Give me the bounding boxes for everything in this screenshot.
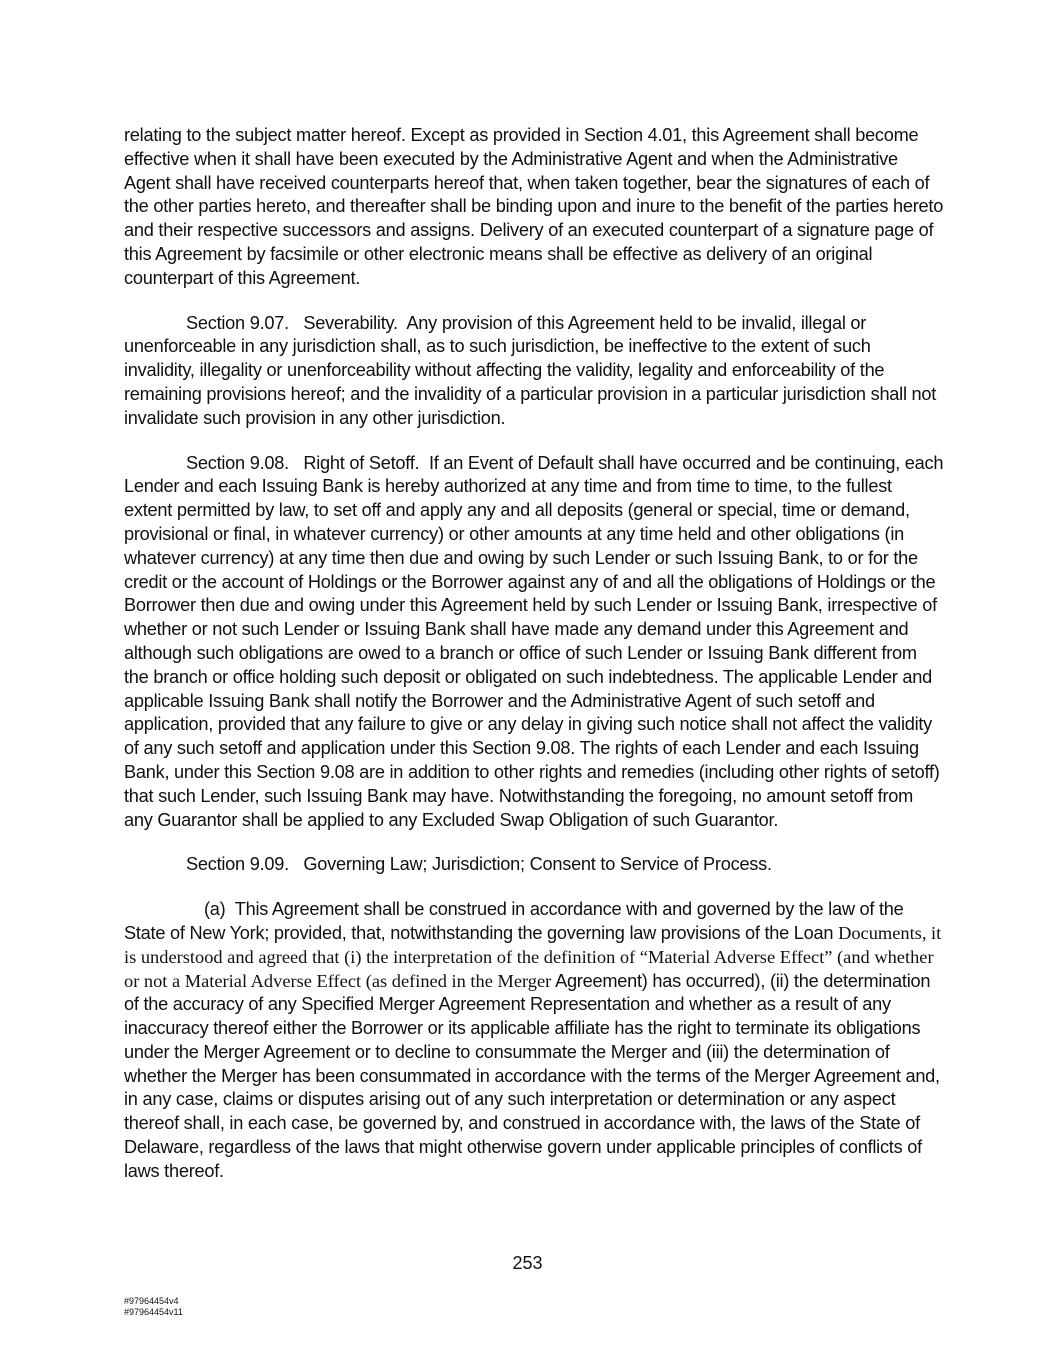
clause-a-text-part2: Agreement) has occurred), (ii) the determination of the accuracy of any Specified Merger Agreement Representation and whether as a result of any inaccuracy thereof either the Borrower or its applicable affiliate has the right to terminate its obligations under the Merger Agreement or to decline to consummate the Merger and (iii) the determination of whether the Merger has been consummated in accordance with the terms of the Merger Agreement and, in any case, claims or disputes arising out of any such interpretation or determination or any aspect thereof shall, in each case, be governed by, and construed in accordance with, the laws of the State of Delaware, regardless of the laws that might otherwise govern under applicable principles of conflicts of laws thereof. bbox=[124, 970, 940, 1181]
document-identifiers bbox=[124, 1296, 183, 1318]
section-9-08-text: If an Event of Default shall have occurred and be continuing, each Lender and each Issuing Bank is hereby authorized at any time and from time to time, to the fullest extent permitted by law, to set off and apply any and all deposits (general or special, time or demand, provisional or final, in whatever currency) or other amounts at any time held and other obligations (in whatever currency) at any time then due and owing by such Lender or such Issuing Bank, to or for the credit or the account of Holdings or the Borrower against any of and all the obligations of Holdings or the Borrower then due and owing under this Agreement held by such Lender or Issuing Bank, irrespective of whether or not such Lender or Issuing Bank shall have made any demand under this Agreement and although such obligations are owed to a branch or office of such Lender or Issuing Bank different from the branch or office holding such deposit or obligated on such indebtedness. The applicable Lender and applicable Issuing Bank shall notify the Borrower and the Administrative Agent of such setoff and application, provided that any failure to give or any delay in giving such notice shall not affect the validity of any such setoff and application under this Section 9.08. The rights of each Lender and each Issuing Bank, under this Section 9.08 are in addition to other rights and remedies (including other rights of setoff) that such Lender, such Issuing Bank may have. Notwithstanding the foregoing, no amount setoff from any Guarantor shall be applied to any Excluded Swap Obligation of such Guarantor. bbox=[124, 452, 944, 830]
clause-a-paragraph bbox=[124, 898, 944, 1184]
section-9-09-title: Governing Law; Jurisdiction; Consent to Service of Process. bbox=[303, 854, 772, 875]
clause-a-text-part1: This Agreement shall be construed in accordance with and governed by the law of the State of New York; provided, that, notwithstanding the governing law provisions of the Loan bbox=[124, 899, 904, 943]
clause-a-label: (a) bbox=[204, 899, 226, 920]
page-number: 253 bbox=[512, 1253, 543, 1273]
clause-a-text-serif: Documents, it is understood and agreed that (i) the interpretation of the definition of “Material Adverse Effect” (and whether or not a Material Adverse Effect (as defined in the Merger bbox=[124, 922, 942, 991]
section-9-07-text: Any provision of this Agreement held to be invalid, illegal or unenforceable in any jurisdiction shall, as to such jurisdiction, be ineffective to the extent of such invalidity, illegality or unenforceability without affecting the validity, legality and enforceability of the remaining provisions hereof; and the invalidity of a particular provision in a particular jurisdiction shall not invalidate such provision in any other jurisdiction. bbox=[124, 312, 937, 428]
document-id: #97964454v4 bbox=[124, 1296, 179, 1306]
section-9-07-number: Section 9.07. bbox=[186, 312, 289, 333]
section-9-07-paragraph bbox=[124, 312, 944, 431]
section-9-09-number: Section 9.09. bbox=[186, 854, 289, 875]
section-9-07-title: Severability. bbox=[303, 312, 398, 333]
section-9-08-paragraph bbox=[124, 452, 944, 833]
intro-paragraph: relating to the subject matter hereof. Except as provided in Section 4.01, this Agreement shall become effective when it shall have been executed by the Administrative Agent and when the Administrative Agent shall have received counterparts hereof that, when taken together, bear the signatures of each of the other parties hereto, and thereafter shall be binding upon and inure to the benefit of the parties hereto and their respective successors and assigns. Delivery of an executed counterpart of a signature page of this Agreement by facsimile or other electronic means shall be effective as delivery of an original counterpart of this Agreement. bbox=[124, 125, 944, 288]
section-9-08-title: Right of Setoff. bbox=[303, 452, 420, 473]
section-9-08-number: Section 9.08. bbox=[186, 452, 289, 473]
document-id: #97964454v11 bbox=[124, 1307, 183, 1317]
document-body bbox=[124, 124, 944, 1205]
section-9-09-heading bbox=[124, 853, 944, 877]
